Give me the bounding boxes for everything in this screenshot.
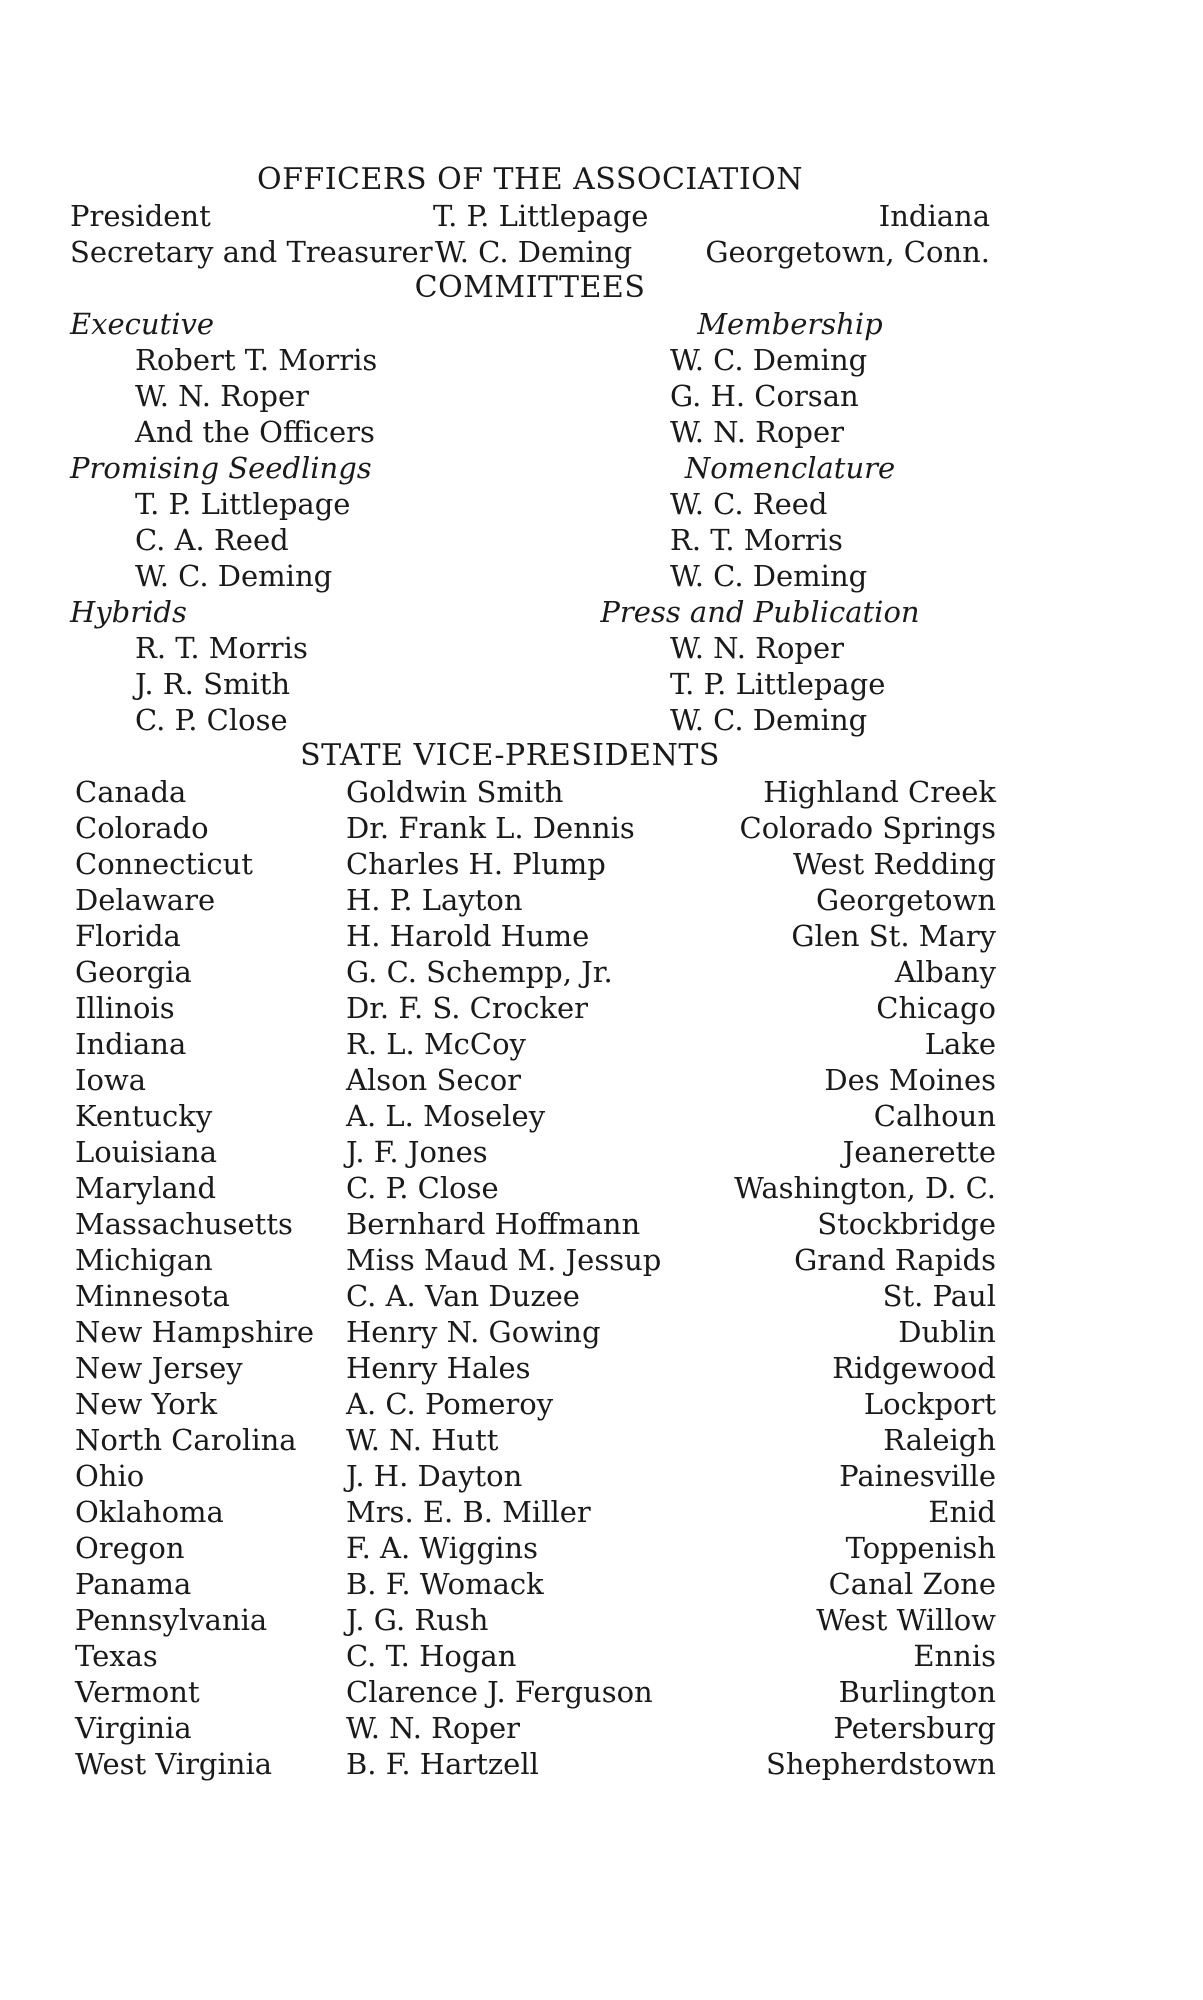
vp-city: Georgetown [816, 883, 996, 917]
vp-city: Grand Rapids [794, 1243, 996, 1277]
committee-member: C. A. Reed [135, 523, 289, 557]
vice-president-row [70, 1458, 996, 1494]
committee-member: R. T. Morris [135, 631, 308, 665]
vp-city: Shepherdstown [765, 1747, 996, 1781]
vp-name: G. C. Schempp, Jr. [346, 955, 613, 989]
vp-name: A. L. Moseley [346, 1099, 546, 1133]
vp-name: Dr. Frank L. Dennis [346, 811, 635, 845]
committee-member: G. H. Corsan [670, 379, 859, 413]
committee-member: W. C. Deming [670, 703, 868, 737]
vice-presidents-table [70, 774, 996, 1782]
vp-city: Ridgewood [832, 1351, 996, 1385]
vice-president-row [70, 774, 996, 810]
officer-row [70, 234, 990, 270]
vp-city: Stockbridge [817, 1207, 996, 1241]
vice-president-row [70, 1062, 996, 1098]
vp-state: Virginia [75, 1711, 192, 1745]
vp-city: Dublin [898, 1315, 996, 1349]
vice-president-row [70, 1422, 996, 1458]
vp-city: West Willow [816, 1603, 996, 1637]
vice-president-row [70, 1026, 996, 1062]
committee-member: Robert T. Morris [135, 343, 378, 377]
vp-name: Mrs. E. B. Miller [346, 1495, 591, 1529]
vp-state: Oklahoma [75, 1495, 224, 1529]
vice-president-row [70, 1170, 996, 1206]
vp-city: Burlington [838, 1675, 996, 1709]
officers-heading: OFFICERS OF THE ASSOCIATION [256, 162, 804, 197]
vice-president-row [70, 1206, 996, 1242]
vice-president-row [70, 1386, 996, 1422]
vp-state: Minnesota [75, 1279, 230, 1313]
vp-city: Lockport [863, 1387, 996, 1421]
vice-president-row [70, 1530, 996, 1566]
vp-city: Highland Creek [763, 775, 996, 809]
vp-name: C. P. Close [346, 1171, 499, 1205]
vp-name: W. N. Roper [346, 1711, 521, 1745]
vp-name: J. F. Jones [346, 1135, 488, 1169]
vp-state: Georgia [75, 955, 192, 989]
vp-name: Bernhard Hoffmann [346, 1207, 641, 1241]
committee-name: Press and Publication [600, 595, 920, 629]
committee-member: W. C. Reed [670, 487, 828, 521]
officer-place: Georgetown, Conn. [705, 235, 990, 269]
vp-name: Henry N. Gowing [346, 1315, 601, 1349]
vp-city: Des Moines [824, 1063, 996, 1097]
vp-city: Lake [924, 1027, 996, 1061]
vp-state: Connecticut [75, 847, 253, 881]
vp-state: Indiana [75, 1027, 187, 1061]
committee-name: Hybrids [70, 595, 187, 629]
committee-press-and-publication [600, 594, 990, 738]
vp-city: Glen St. Mary [791, 919, 996, 953]
vp-state: Delaware [75, 883, 216, 917]
officer-place: Indiana [878, 199, 990, 233]
vp-name: A. C. Pomeroy [346, 1387, 554, 1421]
committee-member: J. R. Smith [135, 667, 291, 701]
vp-state: Iowa [75, 1063, 147, 1097]
vp-name: B. F. Womack [346, 1567, 544, 1601]
committee-member: R. T. Morris [670, 523, 843, 557]
vp-name: W. N. Hutt [346, 1423, 499, 1457]
vice-president-row [70, 1602, 996, 1638]
officer-name: W. C. Deming [435, 235, 633, 269]
vp-name: B. F. Hartzell [346, 1747, 539, 1781]
officer-role: Secretary and Treasurer [70, 235, 433, 269]
vp-state: Texas [75, 1639, 158, 1673]
committee-member: And the Officers [135, 415, 375, 449]
vice-president-row [70, 918, 996, 954]
vp-state: Michigan [75, 1243, 213, 1277]
document-page [70, 162, 996, 1782]
vice-president-row [70, 1746, 996, 1782]
vp-state: Canada [75, 775, 187, 809]
vp-name: J. H. Dayton [346, 1459, 523, 1493]
officer-row [70, 198, 990, 234]
vp-name: Henry Hales [346, 1351, 531, 1385]
vp-state: New Jersey [75, 1351, 243, 1385]
committee-member: T. P. Littlepage [670, 667, 886, 701]
committee-member: W. N. Roper [670, 415, 845, 449]
committee-name: Nomenclature [684, 451, 896, 485]
vice-president-row [70, 954, 996, 990]
vp-city: Calhoun [873, 1099, 996, 1133]
vice-president-row [70, 810, 996, 846]
vp-state: Panama [75, 1567, 192, 1601]
vp-city: Enid [928, 1495, 996, 1529]
officer-role: President [70, 199, 211, 233]
vp-city: Toppenish [845, 1531, 996, 1565]
vp-city: West Redding [793, 847, 996, 881]
vp-city: Petersburg [833, 1711, 996, 1745]
vp-name: Clarence J. Ferguson [346, 1675, 653, 1709]
vp-city: Ennis [913, 1639, 996, 1673]
vp-state: Massachusetts [75, 1207, 293, 1241]
vp-state: Illinois [75, 991, 175, 1025]
vp-city: Raleigh [883, 1423, 996, 1457]
vice-president-row [70, 1494, 996, 1530]
vp-name: C. T. Hogan [346, 1639, 517, 1673]
vp-state: New Hampshire [75, 1315, 315, 1349]
vice-president-row [70, 1278, 996, 1314]
vice-president-row [70, 1710, 996, 1746]
vp-state: New York [75, 1387, 218, 1421]
committee-member: W. C. Deming [670, 559, 868, 593]
vice-presidents-heading: STATE VICE-PRESIDENTS [300, 738, 720, 773]
vp-city: Albany [894, 955, 996, 989]
officer-name: T. P. Littlepage [433, 199, 649, 233]
vp-city: Jeanerette [842, 1135, 996, 1169]
vp-name: Alson Secor [346, 1063, 522, 1097]
vp-city: Washington, D. C. [734, 1171, 996, 1205]
vp-state: Kentucky [75, 1099, 213, 1133]
vp-state: Oregon [75, 1531, 185, 1565]
vice-president-row [70, 1242, 996, 1278]
vp-name: R. L. McCoy [346, 1027, 526, 1061]
vp-state: West Virginia [75, 1747, 273, 1781]
committee-member: C. P. Close [135, 703, 288, 737]
committee-member: W. C. Deming [670, 343, 868, 377]
vp-state: Pennsylvania [75, 1603, 268, 1637]
committees-right-column [600, 306, 990, 738]
vice-president-row [70, 882, 996, 918]
vp-name: Miss Maud M. Jessup [346, 1243, 662, 1277]
committees-heading: COMMITTEES [414, 270, 646, 305]
committee-member: T. P. Littlepage [135, 487, 351, 521]
vp-state: Maryland [75, 1171, 217, 1205]
vp-city: Chicago [876, 991, 996, 1025]
vp-state: Colorado [75, 811, 209, 845]
vice-president-row [70, 1566, 996, 1602]
vp-state: Ohio [75, 1459, 145, 1493]
committee-member: W. N. Roper [670, 631, 845, 665]
vp-name: J. G. Rush [346, 1603, 489, 1637]
vice-president-row [70, 1134, 996, 1170]
vice-president-row [70, 1098, 996, 1134]
vp-name: H. P. Layton [346, 883, 523, 917]
vp-city: St. Paul [882, 1279, 996, 1313]
vp-city: Painesville [839, 1459, 996, 1493]
vp-name: F. A. Wiggins [346, 1531, 538, 1565]
committee-name: Executive [70, 307, 215, 341]
vice-president-row [70, 1638, 996, 1674]
committee-nomenclature [670, 450, 990, 594]
committee-executive [70, 306, 377, 450]
vice-president-row [70, 1314, 996, 1350]
committee-member: W. C. Deming [135, 559, 333, 593]
committee-hybrids [70, 594, 377, 738]
vp-state: North Carolina [75, 1423, 297, 1457]
officers-list [70, 198, 990, 270]
committee-name: Membership [697, 307, 883, 341]
vice-president-row [70, 846, 996, 882]
committee-name: Promising Seedlings [70, 451, 372, 485]
vice-president-row [70, 990, 996, 1026]
vice-president-row [70, 1350, 996, 1386]
vp-state: Louisiana [75, 1135, 218, 1169]
committees-left-column [70, 306, 377, 738]
committees-section [70, 306, 990, 738]
vp-state: Vermont [75, 1675, 200, 1709]
vp-city: Colorado Springs [739, 811, 996, 845]
committee-promising-seedlings [70, 450, 377, 594]
vp-name: Goldwin Smith [346, 775, 564, 809]
committee-membership [670, 306, 990, 450]
vp-name: Dr. F. S. Crocker [346, 991, 589, 1025]
vp-state: Florida [75, 919, 181, 953]
vp-name: C. A. Van Duzee [346, 1279, 580, 1313]
vp-name: H. Harold Hume [346, 919, 590, 953]
vp-name: Charles H. Plump [346, 847, 606, 881]
vp-city: Canal Zone [828, 1567, 996, 1601]
vice-president-row [70, 1674, 996, 1710]
committee-member: W. N. Roper [135, 379, 310, 413]
